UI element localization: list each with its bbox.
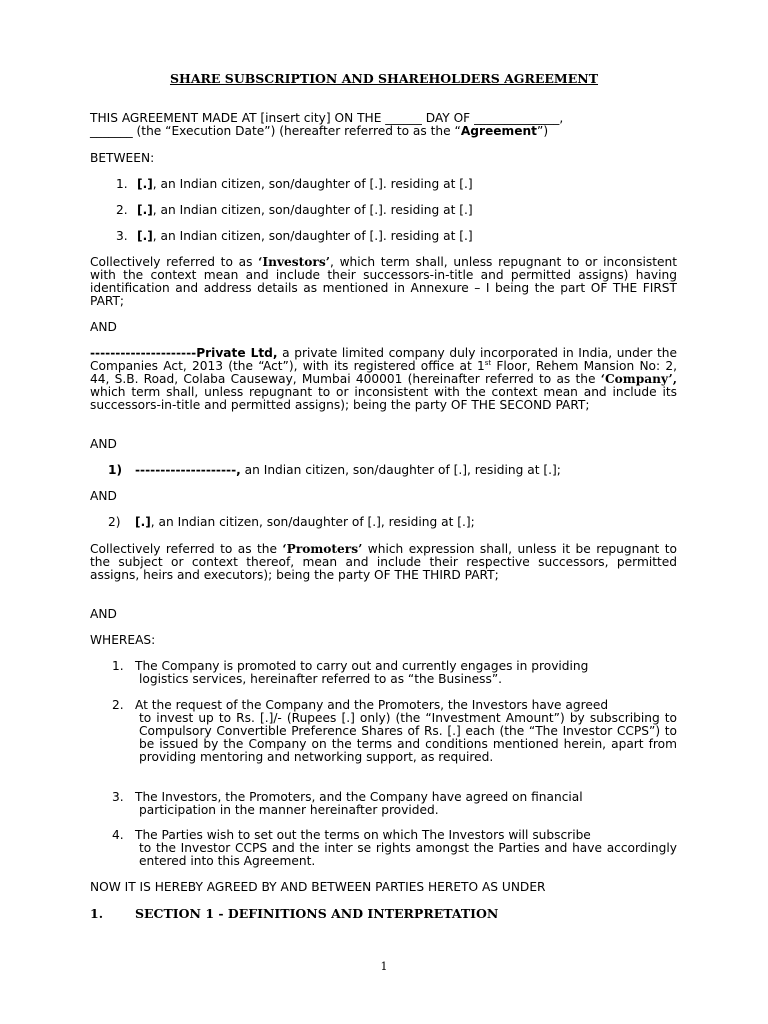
promoters-collective-suffix: which expression shall, unless it be repugnant to the subject or context thereof, mean and include their respective successors, permitted assigns, heirs and executors); being the party OF THE THIRD PART; xyxy=(90,542,677,582)
company-term: ‘Company’, xyxy=(600,372,677,386)
section-heading: SECTION 1 - DEFINITIONS AND INTERPRETATION xyxy=(135,906,499,921)
ordinal-superscript: st xyxy=(484,359,492,367)
investor-item xyxy=(116,177,473,191)
intro-line-2-prefix: _______ (the “Execution Date”) (hereafter referred to as the “ xyxy=(90,124,461,138)
and-label: AND xyxy=(90,607,117,621)
investor-number: 2. xyxy=(116,203,128,217)
company-text-3: which term shall, unless repugnant to or inconsistent with the context mean and include its successors-in-title and permitted assigns); being the party OF THE SECOND PART; xyxy=(90,385,677,412)
promoter-name: [.] xyxy=(135,515,151,529)
recital-number: 1. xyxy=(112,659,124,673)
investors-collective-paragraph xyxy=(90,256,677,308)
promoter-name: --------------------, xyxy=(135,463,241,477)
promoter-item xyxy=(108,463,561,477)
investor-number: 1. xyxy=(116,177,128,191)
promoters-term: ‘Promoters’ xyxy=(282,542,363,556)
recital-first-line: The Parties wish to set out the terms on which The Investors will subscribe xyxy=(135,828,591,842)
promoters-collective-paragraph xyxy=(90,543,677,582)
promoter-item xyxy=(108,515,475,529)
promoter-number: 1) xyxy=(108,463,123,477)
recital-first-line: The Investors, the Promoters, and the Company have agreed on financial xyxy=(135,790,583,804)
company-paragraph xyxy=(90,347,677,412)
and-label: AND xyxy=(90,437,117,451)
recital-first-line: At the request of the Company and the Promoters, the Investors have agreed xyxy=(135,698,609,712)
page-number: 1 xyxy=(380,960,388,973)
recital-number: 3. xyxy=(112,790,124,804)
intro-paragraph xyxy=(90,112,677,138)
promoter-number: 2) xyxy=(108,515,121,529)
now-it-is-agreed: NOW IT IS HEREBY AGREED BY AND BETWEEN PARTIES HERETO AS UNDER xyxy=(90,880,546,894)
whereas-label: WHEREAS: xyxy=(90,633,156,647)
and-label: AND xyxy=(90,489,117,503)
company-name: ---------------------Private Ltd, xyxy=(90,346,278,360)
agreement-term: Agreement xyxy=(460,124,537,138)
promoter-text: an Indian citizen, son/daughter of [.], residing at [.]; xyxy=(240,463,561,477)
investor-text: , an Indian citizen, son/daughter of [.]. residing at [.] xyxy=(152,203,473,217)
document-title: SHARE SUBSCRIPTION AND SHAREHOLDERS AGREEMENT xyxy=(169,71,599,86)
investors-collective-prefix: Collectively referred to as xyxy=(90,255,259,269)
recital-text: participation in the manner hereinafter provided. xyxy=(139,803,439,817)
investor-text: , an Indian citizen, son/daughter of [.]. residing at [.] xyxy=(152,177,473,191)
intro-line-1: THIS AGREEMENT MADE AT [insert city] ON THE ______ DAY OF ______________, xyxy=(90,111,564,125)
between-label: BETWEEN: xyxy=(90,151,155,165)
promoters-collective-prefix: Collectively referred to as the xyxy=(90,542,283,556)
company-text-1: a private limited company duly incorporated in India, under the Companies Act, 2013 (the “Act”), with its registered office at 1 xyxy=(90,346,677,373)
investor-name: [.] xyxy=(137,203,153,217)
section-number: 1. xyxy=(90,906,104,921)
recital-number: 2. xyxy=(112,698,124,712)
investor-name: [.] xyxy=(137,177,153,191)
recital-text: logistics services, hereinafter referred to as “the Business”. xyxy=(139,672,503,686)
investor-item xyxy=(116,203,473,217)
investor-name: [.] xyxy=(137,229,153,243)
investors-collective-suffix: , which term shall, unless repugnant to or inconsistent with the context mean and include their successors-in-title and permitted assigns) having identification and address details as mentioned in Annexure – I being the part OF THE FIRST PART; xyxy=(90,255,677,308)
recital-first-line: The Company is promoted to carry out and currently engages in providing xyxy=(135,659,589,673)
investor-item xyxy=(116,229,473,243)
and-label: AND xyxy=(90,320,117,334)
investors-term: ‘Investors’ xyxy=(258,255,330,269)
recital-text: to the Investor CCPS and the inter se rights amongst the Parties and have accordingly entered into this Agreement. xyxy=(139,841,677,868)
recital-number: 4. xyxy=(112,828,124,842)
recital-text: to invest up to Rs. [.]/- (Rupees [.] only) (the “Investment Amount”) by subscribing to Compulsory Convertible Preference Shares of Rs. [.] each (the “The Investor CCPS”) to be issued by the Company on the terms and conditions mentioned herein, apart from providing mentoring and networking support, as required. xyxy=(139,711,677,764)
intro-line-2-suffix: ”) xyxy=(537,124,549,138)
promoter-text: , an Indian citizen, son/daughter of [.], residing at [.]; xyxy=(150,515,475,529)
company-text-2: Floor, Rehem Mansion No: 2, 44, S.B. Road, Colaba Causeway, Mumbai 400001 (hereinafter referred to as the xyxy=(90,359,677,386)
investor-text: , an Indian citizen, son/daughter of [.]. residing at [.] xyxy=(152,229,473,243)
investor-number: 3. xyxy=(116,229,128,243)
